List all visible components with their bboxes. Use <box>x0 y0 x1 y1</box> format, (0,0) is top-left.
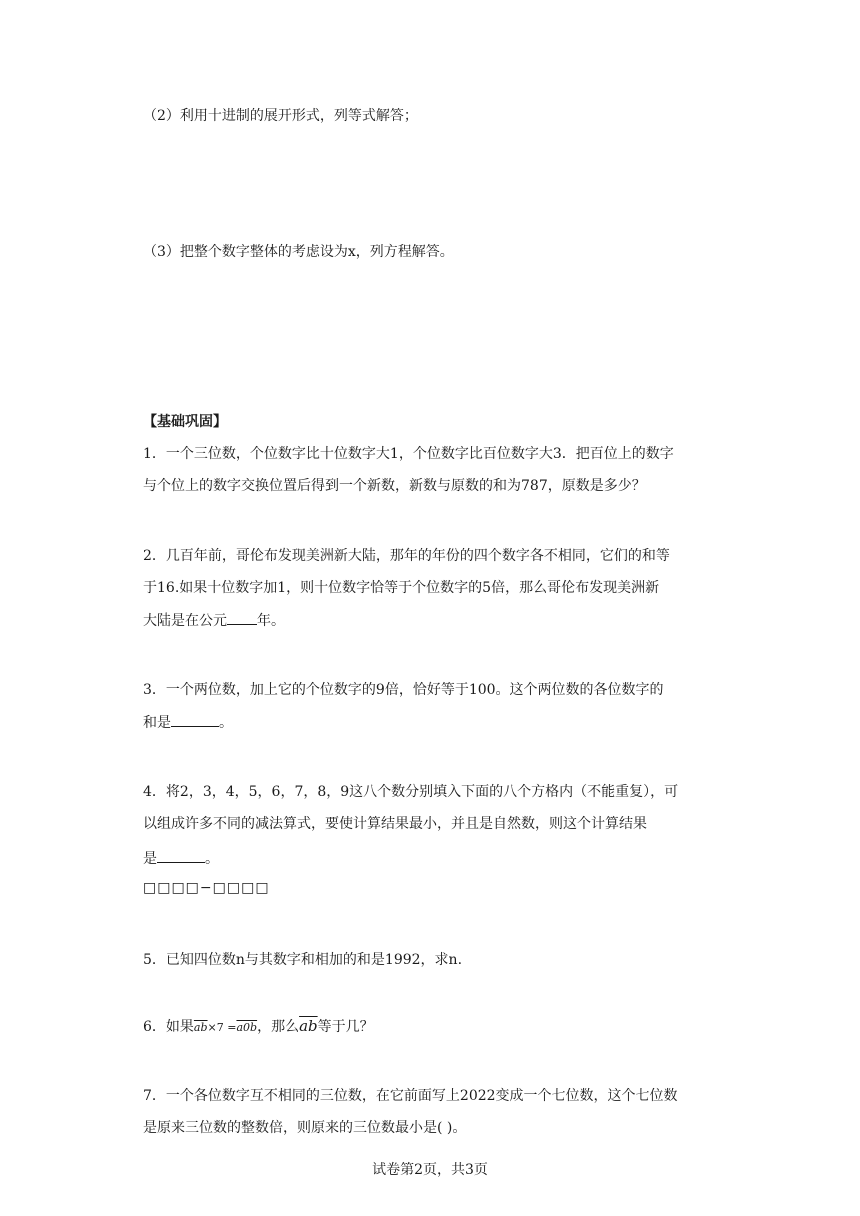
answer-blank[interactable] <box>227 610 257 625</box>
question-2-text-before-blank: 大陆是在公元 <box>143 613 227 629</box>
overline-ab: $\overline{ab}$ <box>193 1021 208 1034</box>
question-7-line-1: 7．一个各位数字互不相同的三位数，在它前面写上2022变成一个七位数，这个七位数 <box>143 1088 678 1104</box>
question-2-line-3 <box>143 610 285 631</box>
question-1-line-2: 与个位上的数字交换位置后得到一个新数，新数与原数的和为787，原数是多少？ <box>143 478 646 494</box>
part-2-instruction: （2）利用十进制的展开形式，列等式解答； <box>143 108 418 124</box>
question-4-text-after-blank: 。 <box>205 851 219 867</box>
question-6-middle: ，那么 <box>257 1019 300 1035</box>
section-title: 【基础巩固】 <box>143 414 227 430</box>
overline-a0b: a0b <box>236 1021 258 1034</box>
question-2-text-after-blank: 年。 <box>257 613 285 629</box>
question-5: 5．已知四位数n与其数字和相加的和是1992，求n. <box>143 952 463 968</box>
question-4-line-3 <box>143 848 219 869</box>
question-6 <box>143 1016 374 1038</box>
page-footer: 试卷第2页，共3页 <box>372 1162 488 1178</box>
question-3-text-before-blank: 和是 <box>143 715 171 731</box>
question-6-prefix: 6．如果 <box>143 1019 194 1035</box>
overline-ab-large: $\overline{ab}$ <box>299 1017 318 1035</box>
question-4-line-2: 以组成许多不同的减法算式，要使计算结果最小，并且是自然数，则这个计算结果 <box>143 816 647 832</box>
times-seven: ×7 = <box>207 1021 237 1034</box>
question-2-line-1: 2．几百年前，哥伦布发现美洲新大陆，那年的年份的四个数字各不相同，它们的和等 <box>143 548 670 564</box>
question-1-line-1: 1．一个三位数，个位数字比十位数字大1，个位数字比百位数字大3．把百位上的数字 <box>143 446 674 462</box>
answer-blank[interactable] <box>157 848 205 863</box>
subtraction-boxes: □□□□−□□□□ <box>143 880 270 896</box>
question-3-line-1: 3．一个两位数，加上它的个位数字的9倍，恰好等于100。这个两位数的各位数字的 <box>143 682 664 698</box>
question-3-line-2 <box>143 712 233 733</box>
question-4-text-before-blank: 是 <box>143 851 157 867</box>
answer-blank[interactable] <box>171 712 219 727</box>
part-3-instruction: （3）把整个数字整体的考虑设为x，列方程解答。 <box>143 244 454 260</box>
question-4-line-1: 4．将2，3，4，5，6，7，8，9这八个数分别填入下面的八个方格内（不能重复），可 <box>143 784 679 800</box>
question-2-line-2: 于16.如果十位数字加1，则十位数字恰等于个位数字的5倍，那么哥伦布发现美洲新 <box>143 580 660 596</box>
question-6-suffix: 等于几？ <box>317 1019 374 1035</box>
question-3-text-after-blank: 。 <box>219 715 233 731</box>
question-7-line-2: 是原来三位数的整数倍，则原来的三位数最小是( )。 <box>143 1120 467 1136</box>
